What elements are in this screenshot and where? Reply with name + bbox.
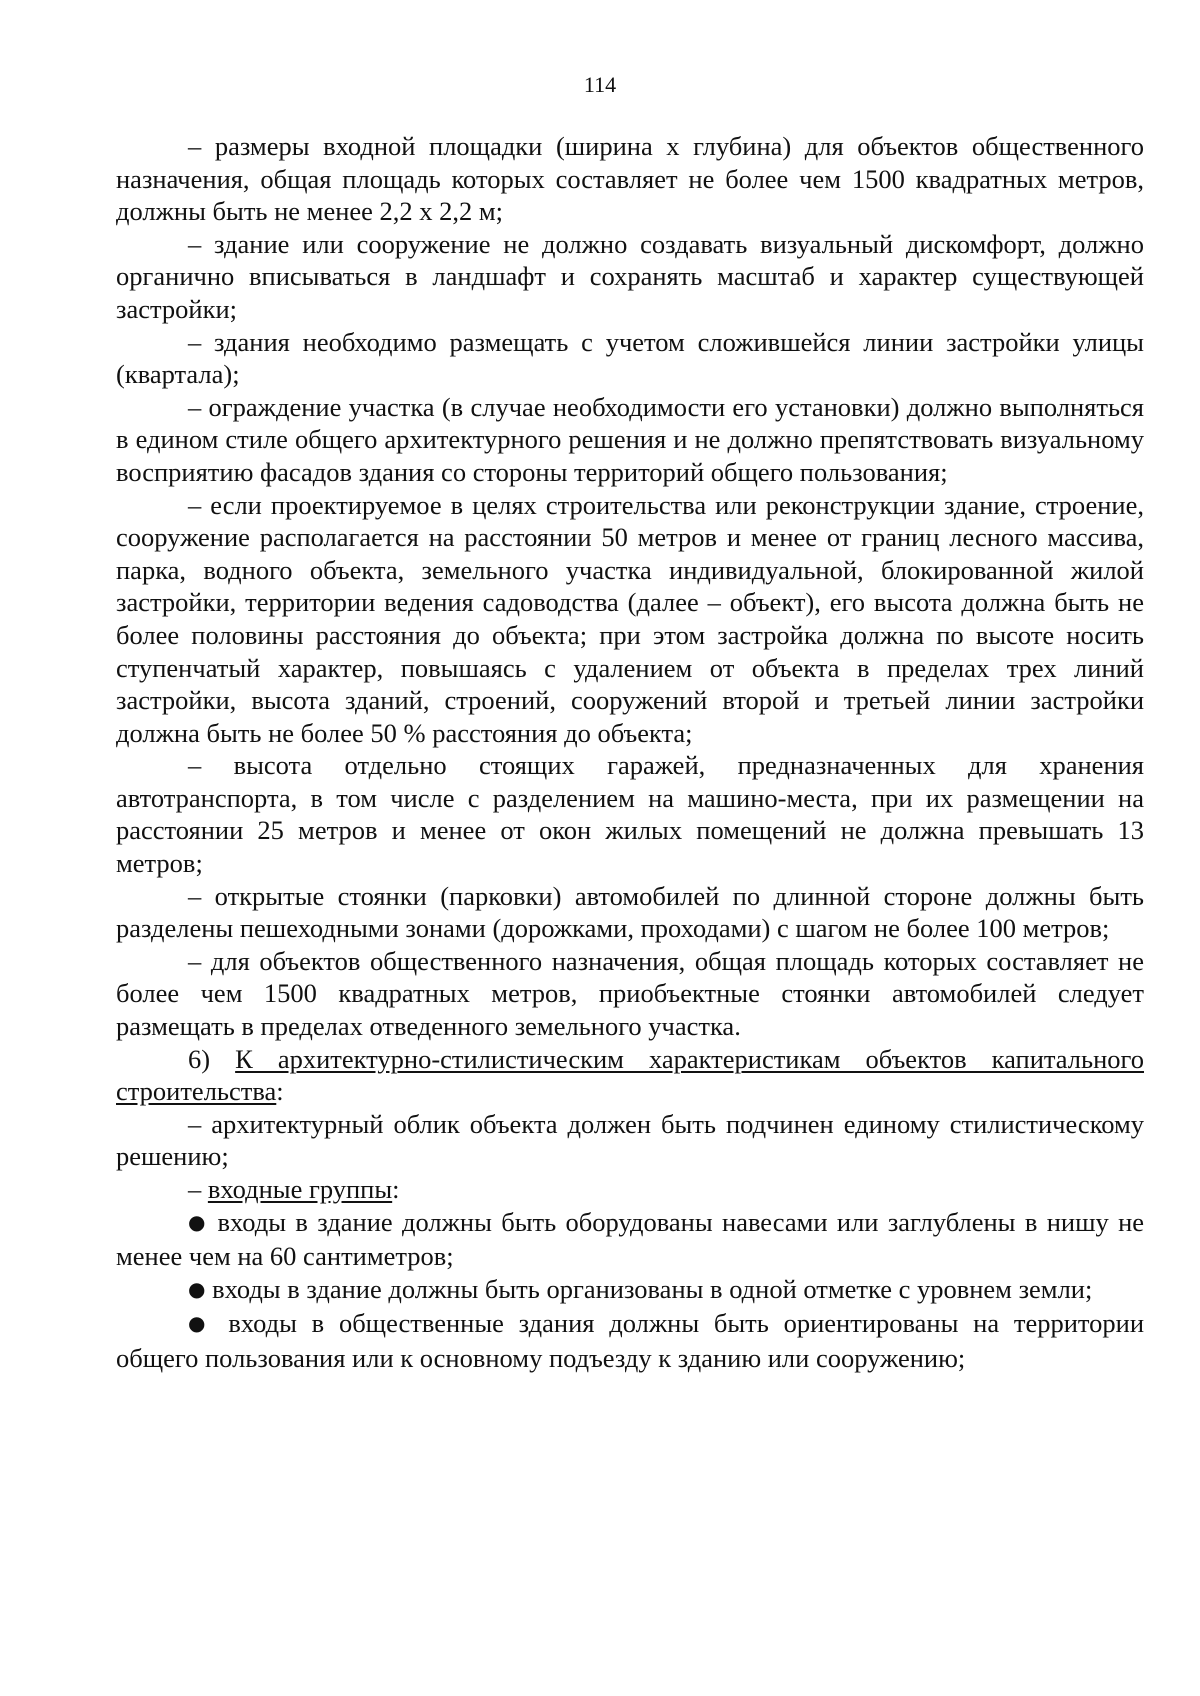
page-number: 114 [583, 72, 617, 97]
bullet-item-text: входы в общественные здания должны быть ориентированы на территории общего пользования или к основному подъезду к зданию или сооружению; [116, 1308, 1145, 1373]
paragraph-entry-size: – размеры входной площадки (ширина х глубина) для объектов общественного назначения, общая площадь которых составляет не более чем 1500 квадратных метров, должны быть не менее 2,2 х 2,2 м; [116, 131, 1144, 227]
bullet-item-text: входы в здание должны быть организованы в одной отметке с уровнем земли; [212, 1273, 1093, 1304]
entry-groups-label: входные группы [207, 1174, 393, 1204]
paragraph-height-near-object: – если проектируемое в целях строительства или реконструкции здание, строение, сооружение располагается на расстоянии 50 метров и менее от границ лесного массива, парка, водного объекта, земельного участка индивидуальной, блокированной жилой застройки, территории ведения садоводства (далее – объект), его высота должна быть не более половины расстояния до объекта; при этом застройка должна по высоте носить ступенчатый характер, повышаясь с удалением от объекта в пределах трех линий застройки, высота зданий, строений, сооружений второй и третьей линии застройки должна быть не более 50 % расстояния до объекта; [116, 489, 1144, 748]
entry-groups-colon: : [392, 1174, 400, 1204]
paragraph-style: – архитектурный облик объекта должен быть подчинен единому стилистическому решению; [116, 1108, 1144, 1172]
section-6-colon: : [276, 1076, 284, 1107]
paragraph-open-parking: – открытые стоянки (парковки) автомобилей по длинной стороне должны быть разделены пешеходными зонами (дорожками, проходами) с шагом не более 100 метров; [116, 880, 1144, 944]
document-body [116, 130, 1144, 1375]
bullet-icon: ● [188, 1311, 214, 1336]
bullet-icon: ● [188, 1276, 206, 1301]
paragraph-building-line: – здания необходимо размещать с учетом сложившейся линии застройки улицы (квартала); [116, 326, 1144, 390]
bullet-item-text: входы в здание должны быть оборудованы навесами или заглублены в нишу не менее чем на 60 сантиметров; [116, 1206, 1145, 1272]
bullet-icon: ● [188, 1209, 209, 1234]
paragraph-visual-discomfort: – здание или сооружение не должно создавать визуальный дискомфорт, должно органично вписываться в ландшафт и сохранять масштаб и характер существующей застройки; [116, 228, 1144, 324]
paragraph-garage-height: – высота отдельно стоящих гаражей, предназначенных для хранения автотранспорта, в том числе с разделением на машино-места, при их размещении на расстоянии 25 метров и менее от окон жилых помещений не должна превышать 13 метров; [116, 750, 1144, 879]
bullet-item [116, 1273, 1144, 1308]
bullet-item [116, 1307, 1144, 1374]
paragraph-object-parking: – для объектов общественного назначения, общая площадь которых составляет не более чем 1500 квадратных метров, приобъектные стоянки автомобилей следует размещать в пределах отведенного земельного участка. [116, 945, 1144, 1042]
entry-groups-dash: – [188, 1174, 208, 1204]
section-6-heading [116, 1043, 1144, 1108]
paragraph-fencing: – ограждение участка (в случае необходимости его установки) должно выполняться в едином стиле общего архитектурного решения и не должно препятствовать визуальному восприятию фасадов здания со стороны территорий общего пользования; [116, 391, 1144, 487]
section-6-marker: 6) [188, 1043, 236, 1074]
section-6-title: К архитектурно-стилистическим характеристикам объектов капитального строительства [116, 1043, 1144, 1107]
entry-groups-heading [116, 1173, 1144, 1206]
bullet-item [116, 1206, 1144, 1273]
